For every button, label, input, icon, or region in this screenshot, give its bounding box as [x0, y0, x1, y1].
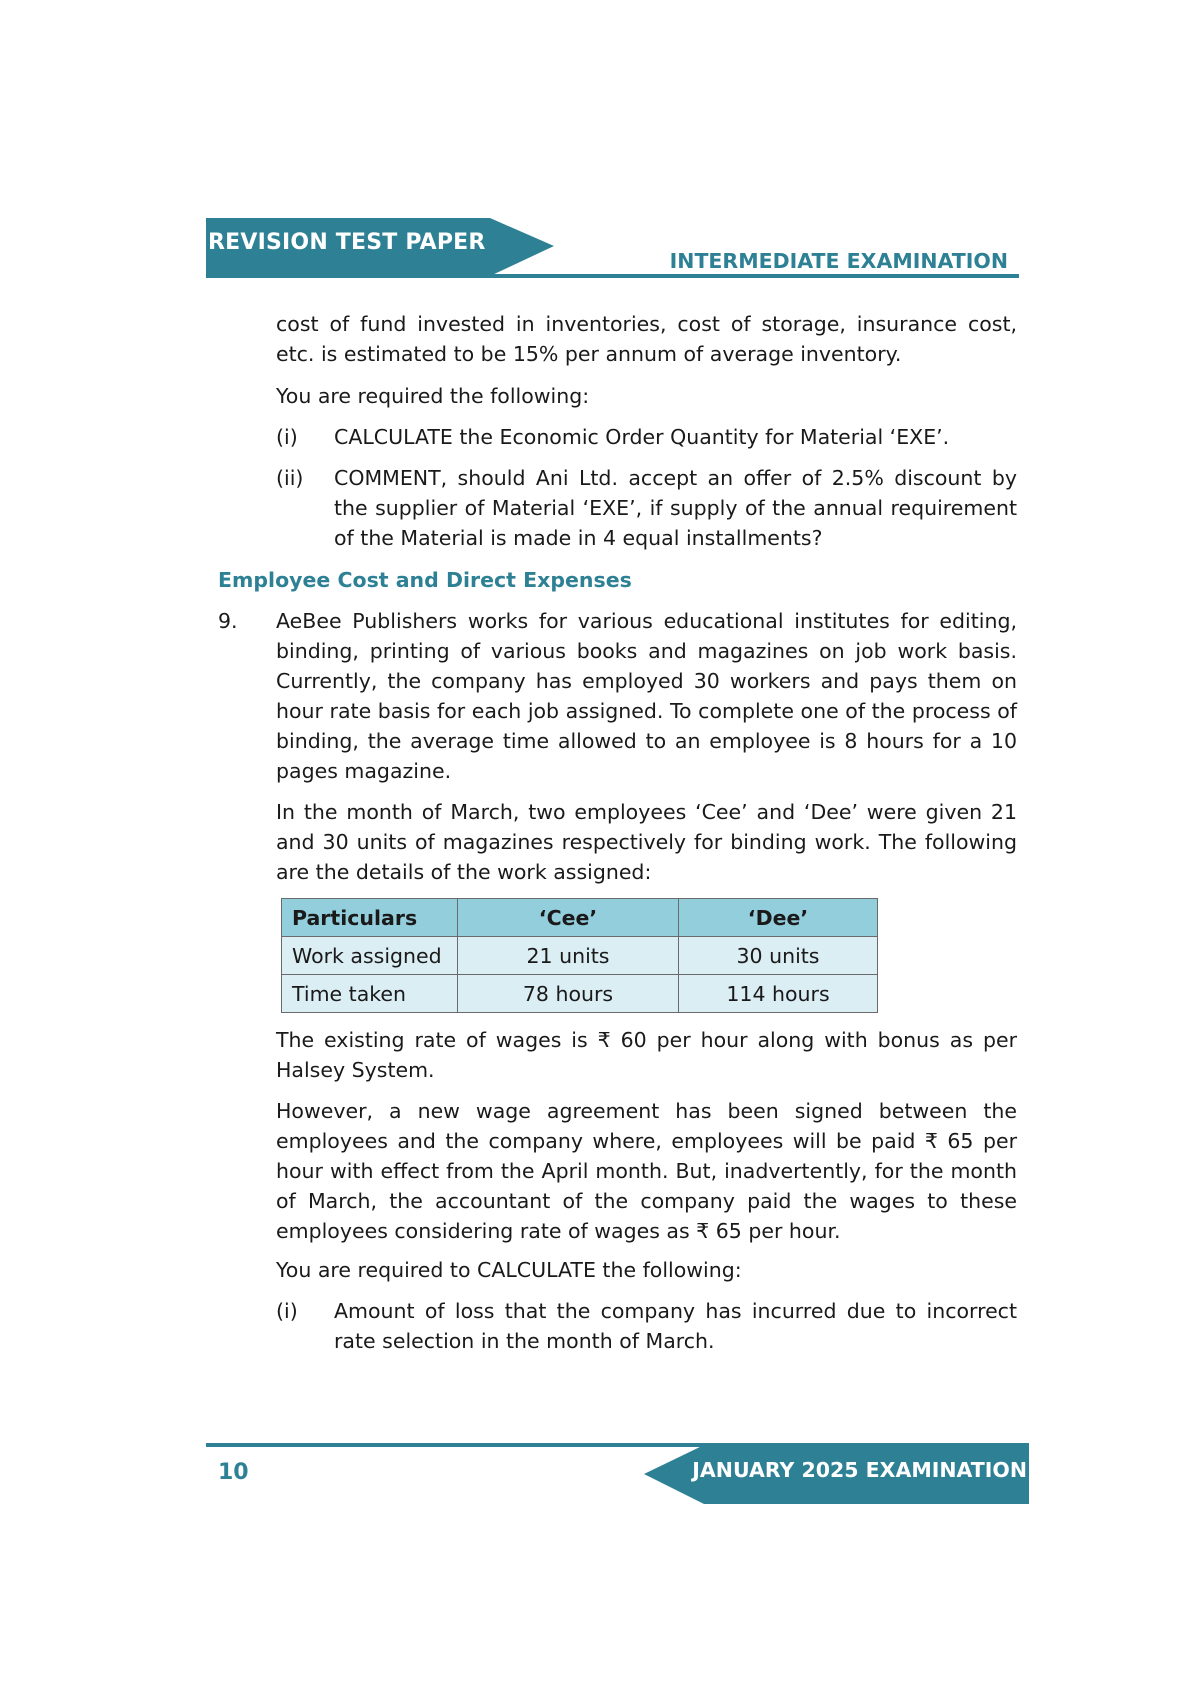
list-item-text: Amount of loss that the company has incurred due to incorrect rate selection in the month of March.: [334, 1299, 1017, 1353]
header-banner-title: REVISION TEST PAPER: [208, 230, 486, 255]
question-intro: AeBee Publishers works for various educational institutes for editing, binding, printing of various books and magazines on job work basis. Currently, the company has employed 30 workers and pays them on hour rate basis for each job assigned. To complete one of the process of binding, the average time allowed to an employee is 8 hours for a 10 pages magazine.: [276, 609, 1017, 783]
header-exam-title: INTERMEDIATE EXAMINATION: [669, 249, 1008, 273]
table-cell: Work assigned: [282, 937, 458, 975]
list-item: [276, 422, 1017, 452]
table-row: [282, 937, 878, 975]
question-paragraph-2: In the month of March, two employees ‘Cee’ and ‘Dee’ were given 21 and 30 units of magazines respectively for binding work. The following are the details of the work assigned:: [276, 800, 1017, 884]
question-paragraph-3: The existing rate of wages is ₹ 60 per hour along with bonus as per Halsey System.: [276, 1028, 1017, 1082]
table-cell: 78 hours: [458, 975, 679, 1013]
header-rule: [206, 274, 1019, 278]
continuation-required-intro: You are required the following:: [276, 384, 590, 408]
question-required-intro: You are required to CALCULATE the following:: [276, 1258, 742, 1282]
footer-banner-title: JANUARY 2025 EXAMINATION: [692, 1458, 1027, 1482]
list-item-number: (ii): [276, 466, 304, 490]
question-paragraph-4: However, a new wage agreement has been signed between the employees and the company where, employees will be paid ₹ 65 per hour with effect from the April month. But, inadvertently, for the month of March, the accountant of the company paid the wages to these employees considering rate of wages as ₹ 65 per hour.: [276, 1099, 1017, 1243]
list-item-text: CALCULATE the Economic Order Quantity for Material ‘EXE’.: [334, 425, 950, 449]
table-cell: 21 units: [458, 937, 679, 975]
table-cell: 114 hours: [679, 975, 878, 1013]
footer-banner: [644, 1443, 1029, 1504]
list-item-number: (i): [276, 425, 298, 449]
table-cell: 30 units: [679, 937, 878, 975]
table-row: [282, 975, 878, 1013]
header-banner: [206, 218, 554, 278]
table-header-cell: ‘Cee’: [458, 899, 679, 937]
question-number: 9.: [218, 609, 238, 633]
list-item-number: (i): [276, 1299, 298, 1323]
page-number: 10: [218, 1460, 249, 1485]
question-9: [218, 606, 1017, 786]
table-header-cell: Particulars: [282, 899, 458, 937]
work-details-table: [281, 898, 878, 1013]
table-cell: Time taken: [282, 975, 458, 1013]
list-item: [276, 1296, 1017, 1356]
continuation-paragraph: cost of fund invested in inventories, cost of storage, insurance cost, etc. is estimated to be 15% per annum of average inventory.: [276, 312, 1017, 366]
section-heading: Employee Cost and Direct Expenses: [218, 568, 632, 592]
table-header-cell: ‘Dee’: [679, 899, 878, 937]
list-item: [276, 463, 1017, 553]
list-item-text: COMMENT, should Ani Ltd. accept an offer of 2.5% discount by the supplier of Material ‘EXE’, if supply of the annual requirement of the Material is made in 4 equal installments?: [334, 466, 1017, 550]
table-header-row: [282, 899, 878, 937]
